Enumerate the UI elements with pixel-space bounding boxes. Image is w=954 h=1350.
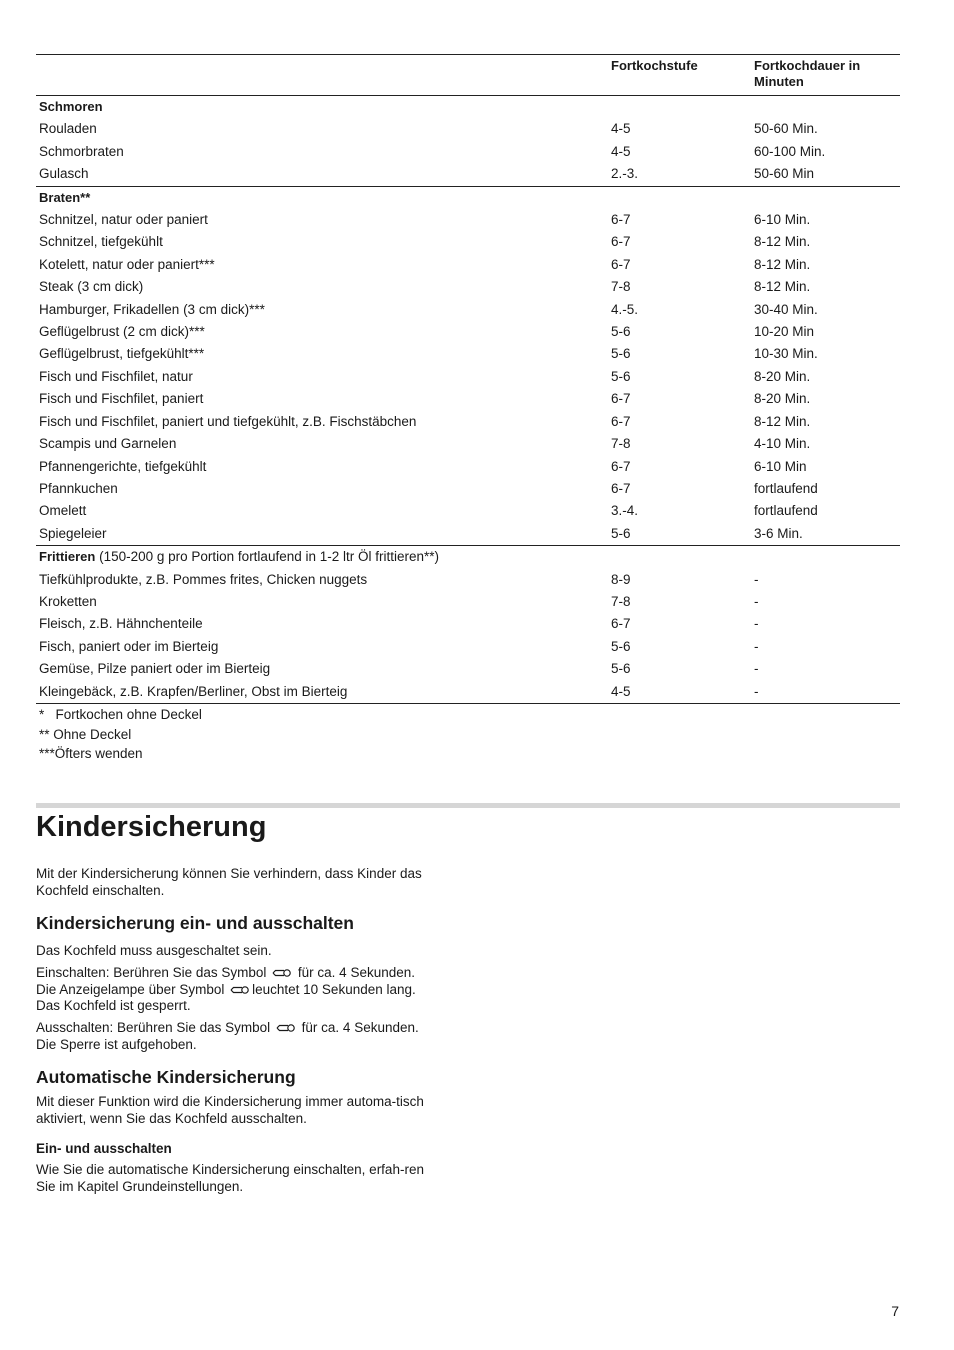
dish-cell: Rouladen: [39, 121, 97, 137]
level-cell: 5-6: [611, 525, 631, 541]
group-header-row: [36, 546, 900, 569]
key-lock-icon: [230, 985, 250, 995]
dish-cell: Fisch, paniert oder im Bierteig: [39, 638, 219, 654]
table-row: [36, 523, 900, 546]
dish-cell: Schmorbraten: [39, 143, 124, 159]
dish-cell: Fleisch, z.B. Hähnchenteile: [39, 616, 203, 632]
table-row: [36, 411, 900, 433]
duration-cell: 10-20 Min: [754, 324, 815, 340]
duration-cell: 8-20 Min.: [754, 368, 811, 384]
duration-cell: 60-100 Min.: [754, 143, 826, 159]
level-cell: 3.-4.: [611, 503, 639, 519]
text-span: Das Kochfeld ist gesperrt.: [36, 998, 191, 1013]
table-header: [36, 55, 900, 96]
group-header-cell: [36, 186, 900, 209]
duration-cell: 8-12 Min.: [754, 256, 811, 272]
dish-cell: Schnitzel, natur oder paniert: [39, 212, 208, 228]
group-schmoren: [36, 96, 900, 187]
group-note: (150-200 g pro Portion fortlaufend in 1-2 ltr Öl frittieren**): [95, 549, 440, 565]
duration-cell: 8-12 Min.: [754, 234, 811, 250]
level-cell: 6-7: [611, 413, 631, 429]
level-cell: 4-5: [611, 683, 631, 699]
footnotes: [39, 705, 202, 764]
duration-cell: -: [754, 571, 759, 587]
dish-cell: Pfannengerichte, tiefgekühlt: [39, 458, 207, 474]
settings-hint-text: Wie Sie die automatische Kindersicherung einschalten, erfah-ren Sie im Kapitel Grundeinstellungen.: [36, 1162, 424, 1194]
duration-cell: 30-40 Min.: [754, 301, 818, 317]
level-cell: 6-7: [611, 256, 631, 272]
table-row: [36, 343, 900, 365]
table-row: [36, 569, 900, 591]
level-cell: 8-9: [611, 571, 631, 587]
table-row: [36, 299, 900, 321]
level-cell: 4-5: [611, 143, 631, 159]
dish-cell: Fisch und Fischfilet, paniert: [39, 391, 204, 407]
footnote: * Fortkochen ohne Deckel: [39, 707, 202, 722]
level-cell: 5-6: [611, 346, 631, 362]
dish-cell: Gulasch: [39, 166, 89, 182]
key-lock-icon: [276, 1023, 296, 1033]
level-cell: 6-7: [611, 212, 631, 228]
duration-cell: fortlaufend: [754, 480, 818, 496]
duration-cell: 6-10 Min: [754, 458, 807, 474]
dish-cell: Scampis und Garnelen: [39, 436, 177, 452]
dish-cell: Kroketten: [39, 593, 97, 609]
footnote: ***Öfters wenden: [39, 746, 143, 761]
cooking-table-container: [36, 54, 900, 704]
page-number: 7: [891, 1303, 899, 1319]
duration-cell: -: [754, 683, 759, 699]
footnote: ** Ohne Deckel: [39, 726, 132, 742]
group-name: Schmoren: [39, 99, 103, 114]
group-frittieren: [36, 546, 900, 704]
dish-cell: Geflügelbrust, tiefgekühlt***: [39, 346, 205, 362]
duration-cell: -: [754, 661, 759, 677]
text-span: für ca. 4 Sekunden.: [297, 965, 415, 980]
duration-cell: 50-60 Min.: [754, 121, 818, 137]
header-level: Fortkochstufe: [611, 58, 698, 73]
table-row: [36, 254, 900, 276]
subsection-title: Automatische Kindersicherung: [36, 1067, 296, 1087]
duration-cell: -: [754, 616, 759, 632]
group-header-cell: [36, 96, 900, 119]
group-header-cell: [36, 546, 900, 569]
dish-cell: Spiegeleier: [39, 525, 107, 541]
duration-cell: 50-60 Min: [754, 166, 815, 182]
level-cell: 6-7: [611, 234, 631, 250]
header-duration: Fortkochdauer in Minuten: [754, 58, 861, 89]
duration-cell: 8-12 Min.: [754, 279, 811, 295]
sub-subsection-title: Ein- und ausschalten: [36, 1141, 172, 1156]
dish-cell: Kleingebäck, z.B. Krapfen/Berliner, Obst im Bierteig: [39, 683, 348, 699]
dish-cell: Fisch und Fischfilet, natur: [39, 368, 193, 384]
table-row: [36, 388, 900, 410]
text-span: leuchtet 10 Sekunden lang.: [252, 981, 416, 997]
table-row: [36, 231, 900, 253]
group-name: Braten**: [39, 189, 91, 205]
subsection-title: Kindersicherung ein- und ausschalten: [36, 913, 354, 933]
duration-cell: -: [754, 593, 759, 609]
table-row: [36, 456, 900, 478]
level-cell: 5-6: [611, 368, 631, 384]
dish-cell: Steak (3 cm dick): [39, 279, 144, 295]
dish-cell: Geflügelbrust (2 cm dick)***: [39, 324, 205, 340]
table-row: [36, 500, 900, 522]
text-span: Ausschalten: Berühren Sie das Symbol: [36, 1020, 271, 1035]
table-row: [36, 321, 900, 343]
level-cell: 6-7: [611, 458, 631, 474]
dish-cell: Schnitzel, tiefgekühlt: [39, 234, 163, 250]
duration-cell: 8-12 Min.: [754, 413, 811, 429]
table-row: [36, 591, 900, 613]
table-row: [36, 658, 900, 680]
duration-cell: 4-10 Min.: [754, 436, 811, 452]
text-span: Die Anzeigelampe über Symbol: [36, 981, 225, 997]
group-braten: [36, 186, 900, 546]
dish-cell: Fisch und Fischfilet, paniert und tiefgekühlt, z.B. Fischstäbchen: [39, 413, 417, 429]
group-name: Frittieren: [39, 549, 96, 565]
table-row: [36, 681, 900, 704]
level-cell: 7-8: [611, 279, 631, 295]
duration-cell: 10-30 Min.: [754, 346, 818, 362]
level-cell: 4.-5.: [611, 301, 639, 317]
table-row: [36, 276, 900, 298]
table-row: [36, 636, 900, 658]
header-dish: [36, 55, 608, 96]
text-span: Einschalten: Berühren Sie das Symbol: [36, 965, 267, 980]
level-cell: 7-8: [611, 593, 631, 609]
duration-cell: 3-6 Min.: [754, 525, 803, 541]
table-row: [36, 209, 900, 231]
table-row: [36, 141, 900, 163]
table-row: [36, 613, 900, 635]
level-cell: 4-5: [611, 121, 631, 137]
level-cell: 6-7: [611, 616, 631, 632]
group-header-row: [36, 96, 900, 119]
precondition-text: Das Kochfeld muss ausgeschaltet sein.: [36, 943, 272, 958]
level-cell: 5-6: [611, 324, 631, 340]
section-title: Kindersicherung: [36, 811, 267, 843]
level-cell: 2.-3.: [611, 166, 639, 182]
table-row: [36, 366, 900, 388]
cooking-table: [36, 54, 900, 704]
intro-text: Mit der Kindersicherung können Sie verhindern, dass Kinder das Kochfeld einschalten.: [36, 866, 422, 898]
switch-on-text: [36, 965, 476, 1015]
duration-cell: -: [754, 638, 759, 654]
table-row: [36, 478, 900, 500]
group-header-row: [36, 186, 900, 209]
level-cell: 6-7: [611, 391, 631, 407]
duration-cell: 8-20 Min.: [754, 391, 811, 407]
table-row: [36, 163, 900, 186]
text-span: Die Sperre ist aufgehoben.: [36, 1036, 197, 1052]
dish-cell: Tiefkühlprodukte, z.B. Pommes frites, Chicken nuggets: [39, 571, 368, 587]
level-cell: 5-6: [611, 638, 631, 654]
dish-cell: Pfannkuchen: [39, 480, 118, 496]
duration-cell: fortlaufend: [754, 503, 818, 519]
dish-cell: Kotelett, natur oder paniert***: [39, 256, 215, 272]
switch-off-text: [36, 1020, 476, 1053]
text-span: für ca. 4 Sekunden.: [301, 1020, 419, 1035]
duration-cell: 6-10 Min.: [754, 212, 811, 228]
level-cell: 7-8: [611, 436, 631, 452]
dish-cell: Omelett: [39, 503, 87, 519]
dish-cell: Gemüse, Pilze paniert oder im Bierteig: [39, 661, 271, 677]
table-row: [36, 118, 900, 140]
table-row: [36, 433, 900, 455]
level-cell: 5-6: [611, 661, 631, 677]
auto-lock-text: Mit dieser Funktion wird die Kindersicherung immer automa-tisch aktiviert, wenn Sie das Kochfeld ausschalten.: [36, 1094, 424, 1126]
key-lock-icon: [272, 968, 292, 978]
dish-cell: Hamburger, Frikadellen (3 cm dick)***: [39, 301, 265, 317]
level-cell: 6-7: [611, 480, 631, 496]
